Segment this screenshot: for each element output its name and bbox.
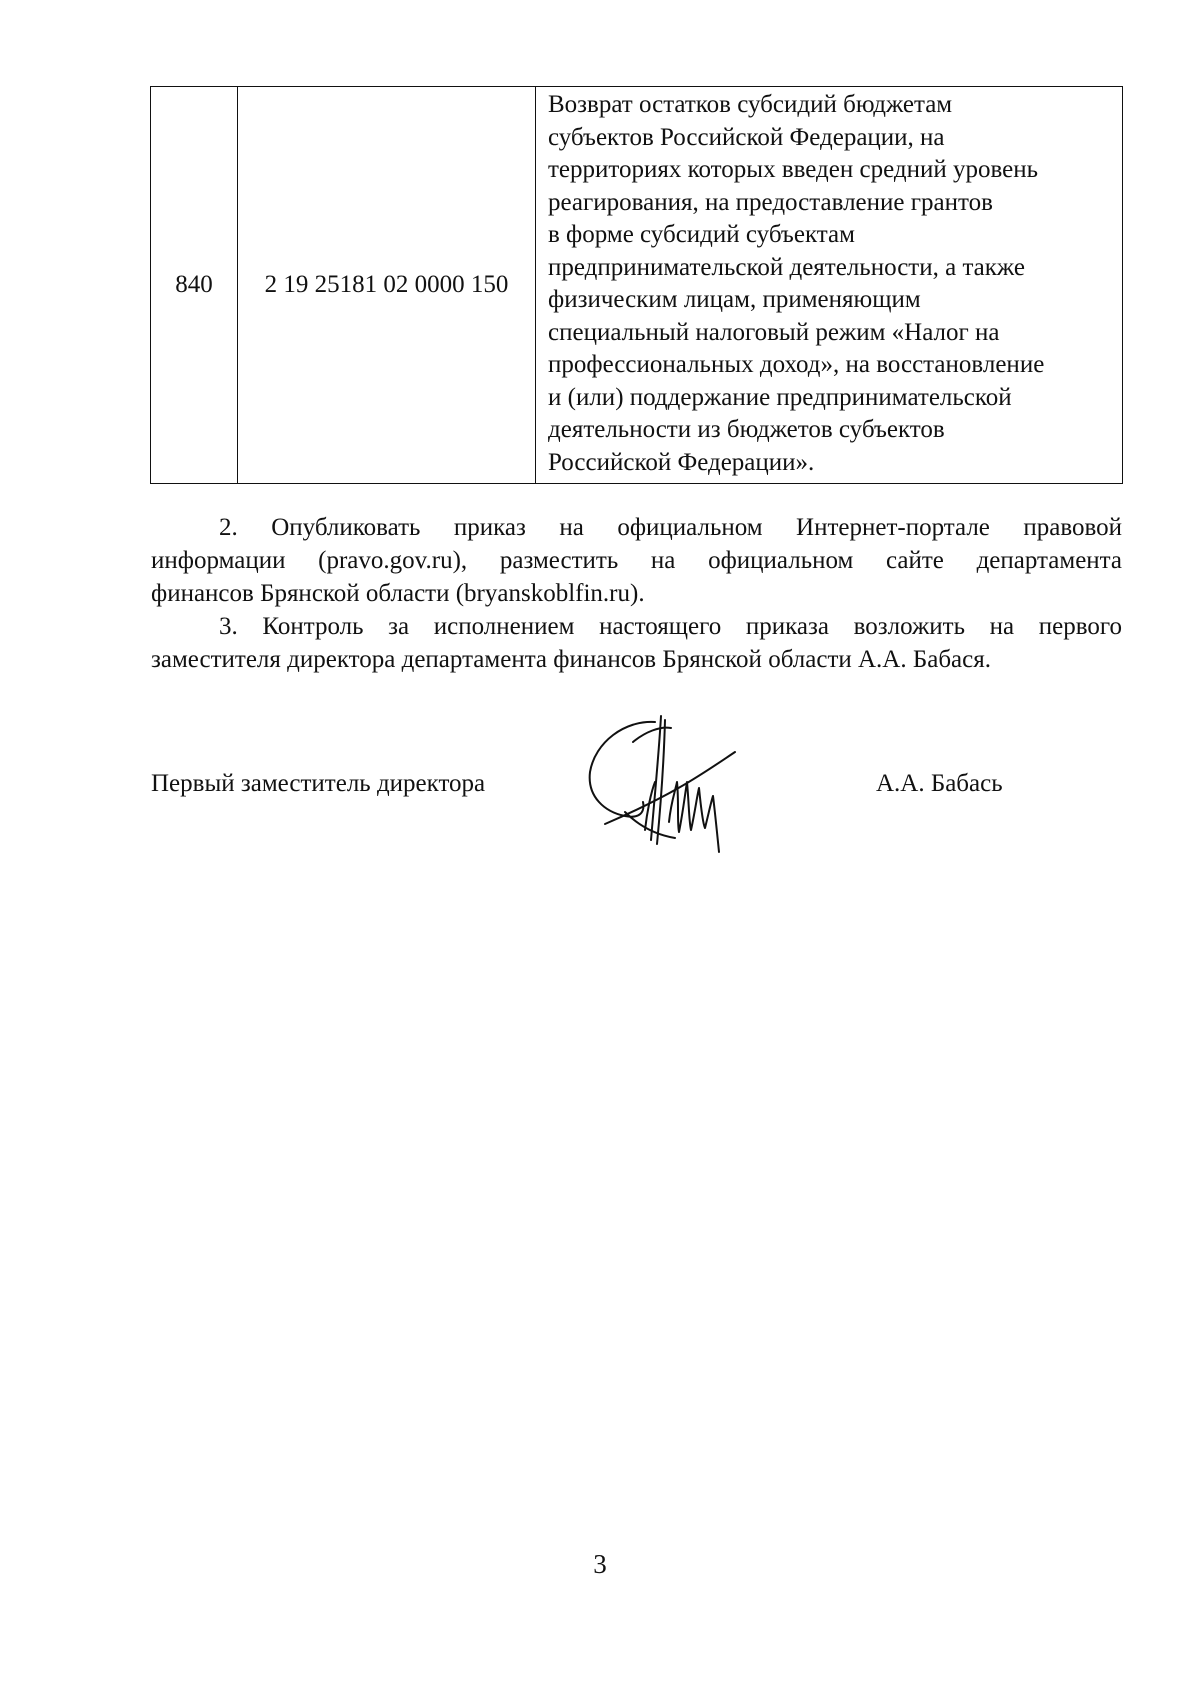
description-line: и (или) поддержание предпринимательской xyxy=(548,383,1012,411)
paragraph-line: 2. Опубликовать приказ на официальном Интернет-портале правовой xyxy=(219,514,1122,541)
budget-codes-table xyxy=(150,86,1123,484)
paragraph-line: заместителя директора департамента финансов Брянской области А.А. Бабася. xyxy=(151,646,991,673)
description-line: Возврат остатков субсидий бюджетам xyxy=(548,91,953,118)
description-line: профессиональных доход», на восстановление xyxy=(548,351,1045,378)
paragraph-line: 3. Контроль за исполнением настоящего приказа возложить на первого xyxy=(219,613,1122,640)
description-line: в форме субсидий субъектам xyxy=(548,221,855,248)
table-row xyxy=(151,87,1123,484)
paragraph-publish xyxy=(151,511,1122,610)
paragraph-line: финансов Брянской области (bryanskoblfin.ru). xyxy=(151,580,645,607)
description-line: территориях которых введен средний уровень xyxy=(548,156,1038,183)
signatory-position: Первый заместитель директора xyxy=(151,770,486,797)
page-number: 3 xyxy=(593,1549,607,1579)
description-line: физическим лицам, применяющим xyxy=(548,286,921,313)
admin-code-cell: 840 xyxy=(151,87,238,484)
description-line: специальный налоговый режим «Налог на xyxy=(548,318,1000,346)
description-line: деятельности из бюджетов субъектов xyxy=(548,416,945,443)
description-line: субъектов Российской Федерации, на xyxy=(548,123,945,151)
description-cell xyxy=(536,87,1123,484)
signatory-name: А.А. Бабась xyxy=(876,770,1003,797)
paragraph-line: информации (pravo.gov.ru), разместить на официальном сайте департамента xyxy=(151,547,1122,574)
description-line: Российской Федерации». xyxy=(548,448,815,476)
description-line: предпринимательской деятельности, а также xyxy=(548,253,1025,281)
handwritten-signature xyxy=(585,712,755,862)
description-line: реагирования, на предоставление грантов xyxy=(548,188,993,216)
budget-code-cell: 2 19 25181 02 0000 150 xyxy=(238,87,536,484)
paragraph-control xyxy=(151,610,1122,676)
